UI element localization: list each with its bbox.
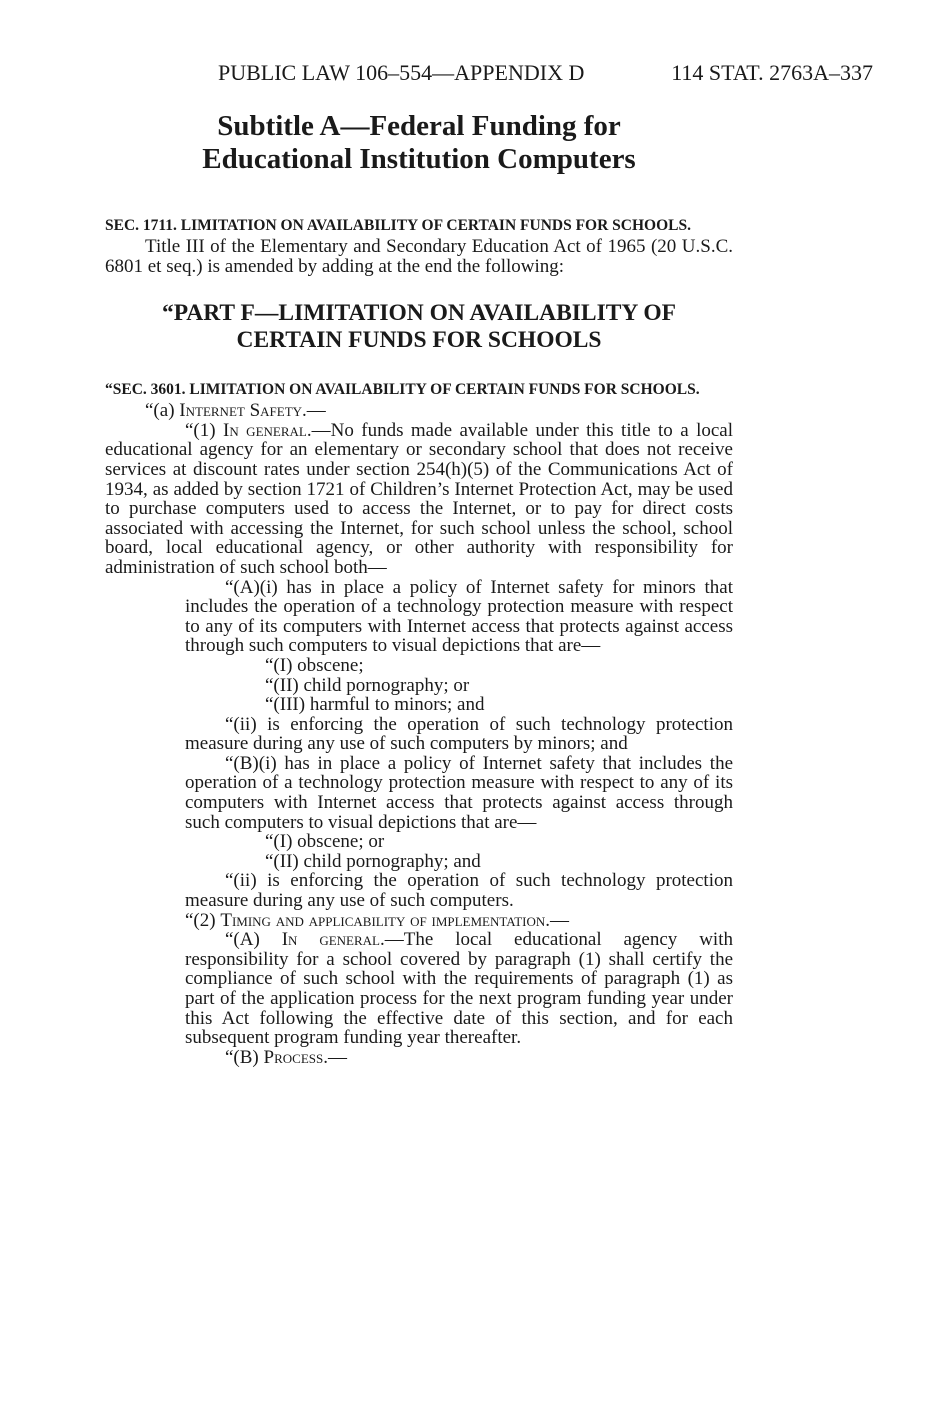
clause-A-II: “(II) child pornography; or [265, 674, 470, 696]
paragraph-2-title: Timing and applicability of implementation.— [220, 909, 570, 931]
section-1711-text: Title III of the Elementary and Secondary Education Act of 1965 (20 U.S.C. 6801 et seq.) is amended by adding at the end the following: [105, 236, 733, 277]
subtitle-heading [105, 110, 733, 176]
section-1711-heading: SEC. 1711. LIMITATION ON AVAILABILITY OF CERTAIN FUNDS FOR SCHOOLS. [105, 217, 691, 234]
paragraph-2-prefix: “(2) [185, 909, 221, 931]
header-law-citation: PUBLIC LAW 106–554—APPENDIX D [218, 60, 585, 85]
paragraph-1-title: In general. [223, 419, 312, 441]
subparagraph-2A-text: —The local educational agency with responsibility for a school covered by paragraph (1) shall certify the compliance of such school with the requirements of paragraph (1) as part of the application process for the next program funding year under this Act following the effective date of this section, and for each subsequent program funding year thereafter. [185, 929, 733, 1049]
header-statute-page: 114 STAT. 2763A–337 [671, 60, 873, 85]
subsection-a-prefix: “(a) [145, 400, 180, 422]
subparagraph-2A [105, 930, 733, 1048]
section-3601-heading: “SEC. 3601. LIMITATION ON AVAILABILITY OF CERTAIN FUNDS FOR SCHOOLS. [105, 381, 700, 399]
part-f-line-2: CERTAIN FUNDS FOR SCHOOLS [236, 327, 602, 354]
subtitle-line-1: Subtitle A—Federal Funding for [217, 110, 621, 142]
subparagraph-2B-heading [105, 1048, 733, 1068]
paragraph-1-prefix: “(1) [185, 419, 224, 441]
clause-B-ii: “(ii) is enforcing the operation of such technology protection measure during any use of such computers. [185, 870, 733, 912]
subparagraph-2B-prefix: “(B) [225, 1046, 264, 1068]
subparagraph-2A-prefix: “(A) [225, 929, 282, 951]
part-f-heading [105, 300, 733, 354]
paragraph-1-text: —No funds made available under this title to a local educational agency for an elementary or secondary school that does not receive services at discount rates under section 254(h)(5) of the Communications Act of 1934, as added by section 1721 of Children’s Internet Protection Act, may be used to purchase computers used to access the Internet, or to pay for direct costs associated with accessing the Internet, for such school unless the school, school board, local educational agency, or other authority with responsibility for administration of such school both— [105, 419, 734, 578]
subparagraph-2B-title: Process.— [263, 1046, 347, 1068]
subsection-a-heading [105, 401, 733, 421]
document-body [105, 110, 733, 1067]
clause-B-i: “(B)(i) has in place a policy of Internet safety that includes the operation of a technology protection measure with respect to any of its computers with Internet access that protects against access through such computers to visual depictions that are— [185, 752, 733, 833]
paragraph-1 [105, 421, 733, 578]
clause-A-I: “(I) obscene; [265, 654, 364, 676]
subparagraph-2A-title: In general. [281, 929, 385, 951]
running-header [218, 60, 873, 86]
subsection-a-title: Internet Safety.— [179, 400, 326, 422]
part-f-line-1: “PART F—LIMITATION ON AVAILABILITY OF [161, 300, 677, 327]
clause-A-i: “(A)(i) has in place a policy of Internet safety for minors that includes the operation of a technology protection measure with respect to any of its computers with Internet access that protects against access through such computers to visual depictions that are— [185, 576, 733, 657]
paragraph-2-heading [105, 911, 733, 931]
clause-A-ii: “(ii) is enforcing the operation of such technology protection measure during any use of such computers by minors; and [185, 713, 733, 755]
clause-B-II: “(II) child pornography; and [265, 850, 481, 872]
clause-B-I: “(I) obscene; or [265, 831, 385, 853]
subtitle-line-2: Educational Institution Computers [202, 143, 636, 175]
clause-A-III: “(III) harmful to minors; and [265, 694, 485, 716]
